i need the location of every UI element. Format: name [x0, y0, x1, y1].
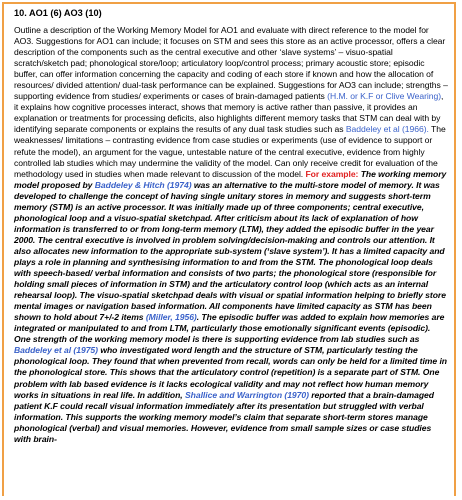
example-reference-miller: (Miller, 1956): [145, 312, 197, 323]
guidance-text-2: , it explains how cognitive processes interact, shows that memory is active rather than passive, it provides an explanation or treatments for processing deficits, also highlights different memory tasks that STM can deal with by identifying separate components or explains the results of any dual task studies such as: [14, 91, 444, 135]
example-text-5: reported that a brain-damaged patient K.F could recall visual information immediately after its presentation but struggled with verbal information. This supports the working memory model’s claim that separate short-term stores manage phonological (verbal) and visual memories. However, evidence from small sample sizes or case studies with brain-: [14, 389, 434, 444]
example-reference-baddeley-1975: Baddeley et al (1975): [14, 345, 98, 356]
question-heading: 10. AO1 (6) AO3 (10): [14, 8, 102, 18]
example-text-1: The working memory model proposed by: [14, 168, 447, 190]
example-answer: [14, 169, 447, 444]
example-reference-shallice-warrington: Shallice and Warrington (1970): [184, 389, 309, 400]
example-label: For example:: [305, 168, 359, 179]
mark-scheme-panel: [2, 2, 456, 496]
example-text-2: was an alternative to the multi-store model of memory. It was developed to challenge the concept of having single unitary stores in memory and suggests short-term memory (STM) is an active processor. It was initially made up of three components; central executive, phonological loop and a visuo-spatial sketchpad. After criticism about its lack of explanation of how information is transferred to or from long-term memory (LTM), they added the episodic buffer in the year 2000. The central executive is involved in problem solving/decision-making and controls our attention. It also allocates new information to the appropriate sub-system (‘slave system’). It has a limited capacity and plays a role in planning and synthesising information to and from the STM. The phonological loop deals with speech-based/ verbal information and consists of two parts; the phonological store (responsible for holding small pieces of information in STM) and the articulatory control loop (which acts as an internal rehearsal loop). The visuo-spatial sketchpad deals with visual or spatial information helping to briefly store mental images or navigation based information. All components have limited capacity as STM has been shown to hold about 7+/-2 items: [14, 179, 446, 323]
answer-guidance-paragraph: [14, 25, 448, 445]
guidance-text-3: The weaknesses/ limitations – contrasting evidence from case studies or experiments (use of evidence to support or refute the model), an argument for the vague, untestable nature of the central executive, evidence from highly controlled lab studies which may undermine the validity of the model. Can only receive credit for evaluation of the methodology used in studies when made relevant to discussion of the model.: [14, 124, 446, 179]
guidance-reference-baddeley-1966: Baddeley et al (1966).: [345, 124, 429, 135]
guidance-text-1: Outline a description of the Working Memory Model for AO1 and evaluate with direct reference to the model for AO3. Suggestions for AO1 can include; it focuses on STM and sees this store as an active processor, offers a clear description of the components such as the central executive and other ‘slave systems’ – visuo-spatial scratch/sketch pad; phonological store/loop; articulatory loop/control process; primary acoustic store; episodic buffer, can offer information concerning the capacity and coding of each store if known and how the allocation of resources/ divided attention/ dual-task performance can be explained. Suggestions for AO3 can include; strengths – supporting evidence from studies/ experiments or cases of brain-damaged patients: [14, 25, 448, 102]
guidance-reference-case-studies: (H.M. or K.F or Clive Wearing): [327, 91, 442, 102]
example-text-4: who investigated word length and the structure of STM, particularly testing the phonological loop. They found that when prevented from recall, words can only be held for a limited time in the phonological store. This shows that the articulatory control (repetition) is a separate part of STM. One problem with lab based evidence is it lacks ecological validity and may not reflect how human memory works in situations in real life. In addition,: [14, 345, 447, 400]
example-text-3: . The episodic buffer was added to explain how memories are integrated or manipulated to and from LTM, particularly those emotionally significant events (episodic). One strength of the working memory model is there is supporting evidence from lab studies such as: [14, 312, 445, 345]
example-reference-baddeley-hitch: Baddeley & Hitch (1974): [94, 179, 192, 190]
